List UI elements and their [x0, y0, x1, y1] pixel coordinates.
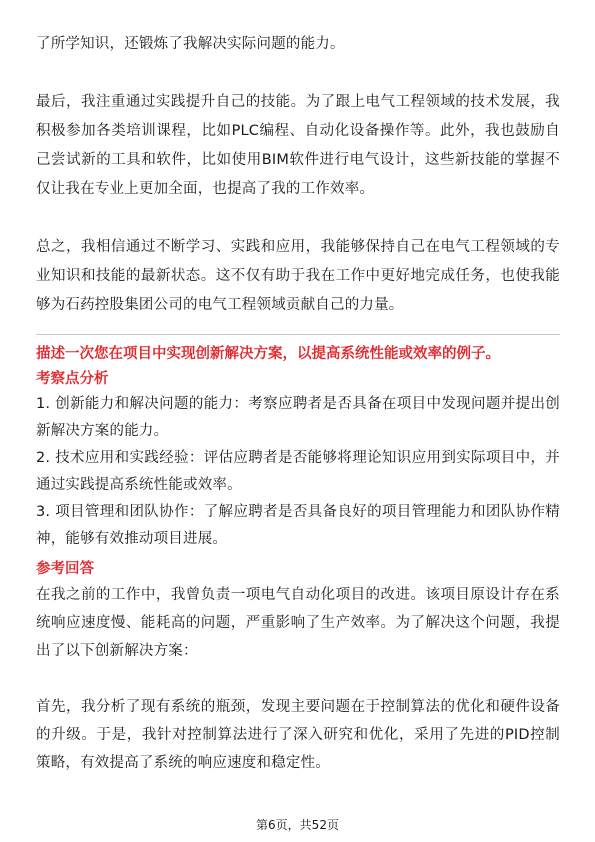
- page-number: 第6页，共52页: [256, 818, 339, 832]
- analysis-item-1: 1. 创新能力和解决问题的能力：考察应聘者是否具备在项目中发现问题并提出创新解决方案的能力。: [36, 396, 560, 439]
- section-divider: [36, 334, 560, 335]
- analysis-item-2: 2. 技术应用和实践经验：评估应聘者是否能够将理论知识应用到实际项目中，并通过实践提高系统性能或效率。: [36, 450, 560, 493]
- paragraph-spacer: [36, 59, 560, 88]
- answer-paragraph-2: 首先，我分析了现有系统的瓶颈，发现主要问题在于控制算法的优化和硬件设备的升级。于是，我针对控制算法进行了深入研究和优化，采用了先进的PID控制策略，有效提高了系统的响应速度和稳定性。: [36, 699, 560, 771]
- paragraph-spacer: [36, 204, 560, 233]
- intro-paragraph-1: 了所学知识，还锻炼了我解决实际问题的能力。: [36, 36, 345, 52]
- interview-question: 描述一次您在项目中实现创新解决方案，以提高系统性能或效率的例子。: [36, 346, 500, 362]
- document-page: [36, 30, 560, 777]
- analysis-item-3: 3. 项目管理和团队协作：了解应聘者是否具备良好的项目管理能力和团队协作精神，能够有效推动项目进展。: [36, 504, 560, 547]
- analysis-heading: 考察点分析: [36, 371, 109, 387]
- answer-heading: 参考回答: [36, 561, 94, 577]
- answer-paragraph-1: 在我之前的工作中，我曾负责一项电气自动化项目的改进。该项目原设计存在系统响应速度慢、能耗高的问题，严重影响了生产效率。为了解决这个问题，我提出了以下创新解决方案：: [36, 587, 560, 659]
- intro-paragraph-3: 总之，我相信通过不断学习、实践和应用，我能够保持自己在电气工程领域的专业知识和技能的最新状态。这不仅有助于我在工作中更好地完成任务，也使我能够为石药控股集团公司的电气工程领域贡献自己的力量。: [36, 239, 560, 313]
- paragraph-spacer: [36, 665, 560, 693]
- intro-paragraph-2: 最后，我注重通过实践提升自己的技能。为了跟上电气工程领域的技术发展，我积极参加各类培训课程，比如PLC编程、自动化设备操作等。此外，我也鼓励自己尝试新的工具和软件，比如使用BIM软件进行电气设计，这些新技能的掌握不仅让我在专业上更加全面，也提高了我的工作效率。: [36, 94, 560, 197]
